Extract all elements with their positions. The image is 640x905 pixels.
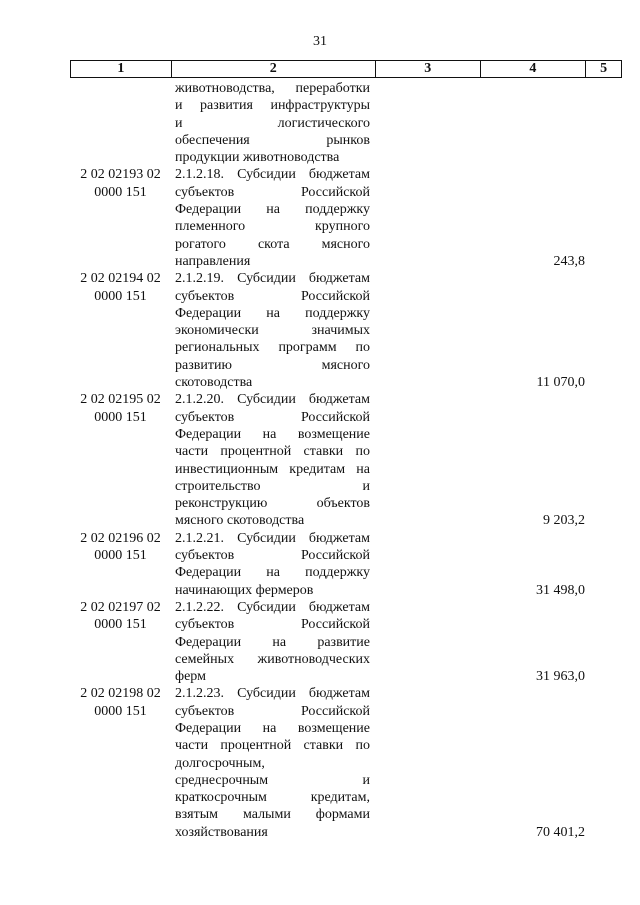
col-5-cell [587, 391, 622, 529]
table-row [70, 80, 622, 166]
description-line: краткосрочным кредитам, [175, 790, 370, 806]
amount-cell [481, 530, 587, 599]
description-line: рогатого скота мясного [175, 236, 370, 252]
description-line: среднесрочным и [175, 772, 370, 788]
amount-cell [481, 685, 587, 841]
col-5-cell [587, 270, 622, 391]
description-line: Федерации на поддержку [175, 305, 370, 321]
amount-cell [481, 80, 587, 166]
item-description [171, 80, 376, 166]
item-description [171, 270, 376, 391]
description-line: субъектов Российской [175, 617, 370, 633]
description-line: реконструкцию объектов [175, 496, 370, 512]
table-row [70, 166, 622, 270]
description-line: субъектов Российской [175, 288, 370, 304]
item-description [171, 685, 376, 841]
budget-code [70, 270, 171, 391]
header-col-4: 4 [481, 61, 587, 77]
description-line: продукции животноводства [175, 150, 340, 166]
amount-value: 243,8 [553, 253, 585, 269]
col-5-cell [587, 530, 622, 599]
amount-value: 9 203,2 [543, 513, 585, 529]
amount-cell [481, 391, 587, 529]
description-line: Федерации на возмещение [175, 426, 370, 442]
description-line: мясного скотоводства [175, 513, 305, 529]
table-row [70, 599, 622, 685]
budget-code-line: 2 02 02193 02 [80, 167, 161, 183]
header-col-3: 3 [376, 61, 481, 77]
col-3-cell [376, 685, 481, 841]
description-line: и логистического [175, 115, 370, 131]
budget-code-line: 2 02 02195 02 [80, 392, 161, 408]
budget-code [70, 685, 171, 841]
description-line: Федерации на поддержку [175, 202, 370, 218]
col-3-cell [376, 270, 481, 391]
table-header [70, 60, 622, 78]
table-row [70, 270, 622, 391]
header-col-2: 2 [172, 61, 376, 77]
description-line: Федерации на поддержку [175, 565, 370, 581]
amount-value: 31 498,0 [536, 582, 585, 598]
description-line: животноводства, переработки [175, 81, 370, 96]
description-line: 2.1.2.18. Субсидии бюджетам [175, 167, 370, 183]
description-line: 2.1.2.20. Субсидии бюджетам [175, 392, 370, 408]
amount-value: 11 070,0 [536, 375, 585, 391]
col-3-cell [376, 80, 481, 166]
description-line: Федерации на возмещение [175, 720, 370, 736]
description-line: экономически значимых [175, 323, 370, 339]
description-line: развитию мясного [175, 357, 370, 373]
budget-code-line: 2 02 02194 02 [80, 271, 161, 287]
amount-cell [481, 166, 587, 270]
budget-code-line: 0000 151 [94, 409, 147, 425]
description-line: скотоводства [175, 375, 253, 391]
budget-code-line: 0000 151 [94, 184, 147, 200]
description-line: инвестиционным кредитам на [175, 461, 370, 477]
item-description [171, 599, 376, 685]
table-row [70, 391, 622, 529]
description-line: обеспечения рынков [175, 132, 370, 148]
description-line: строительство и [175, 478, 370, 494]
description-line: региональных программ по [175, 340, 370, 356]
description-line: ферм [175, 669, 206, 685]
budget-code-line: 0000 151 [94, 617, 147, 633]
col-5-cell [587, 599, 622, 685]
col-3-cell [376, 530, 481, 599]
table-row [70, 685, 622, 841]
description-line: хозяйствования [175, 824, 268, 840]
description-line: долгосрочным, [175, 755, 265, 771]
description-line: субъектов Российской [175, 548, 370, 564]
description-line: 2.1.2.19. Субсидии бюджетам [175, 271, 370, 287]
budget-code-line: 2 02 02198 02 [80, 686, 161, 702]
budget-code [70, 391, 171, 529]
description-line: субъектов Российской [175, 703, 370, 719]
description-line: 2.1.2.22. Субсидии бюджетам [175, 599, 370, 615]
budget-code-line: 0000 151 [94, 548, 147, 564]
amount-value: 31 963,0 [536, 669, 585, 685]
col-5-cell [587, 166, 622, 270]
description-line: Федерации на развитие [175, 634, 370, 650]
budget-code [70, 166, 171, 270]
col-3-cell [376, 166, 481, 270]
description-line: начинающих фермеров [175, 582, 314, 598]
item-description [171, 391, 376, 529]
budget-code-line: 2 02 02196 02 [80, 530, 161, 546]
page-number: 31 [313, 34, 327, 49]
description-line: и развития инфраструктуры [175, 98, 370, 114]
header-col-5: 5 [600, 61, 608, 76]
col-3-cell [376, 599, 481, 685]
table-body [70, 80, 622, 841]
description-line: 2.1.2.23. Субсидии бюджетам [175, 686, 370, 702]
col-5-cell [587, 80, 622, 166]
budget-code-line: 0000 151 [94, 288, 147, 304]
item-description [171, 530, 376, 599]
description-line: взятым малыми формами [175, 807, 370, 823]
budget-code [70, 599, 171, 685]
budget-code [70, 530, 171, 599]
amount-value: 70 401,2 [536, 824, 585, 840]
item-description [171, 166, 376, 270]
table-row [70, 530, 622, 599]
description-line: субъектов Российской [175, 184, 370, 200]
col-3-cell [376, 391, 481, 529]
budget-code-line: 2 02 02197 02 [80, 599, 161, 615]
col-5-cell [587, 685, 622, 841]
description-line: направления [175, 253, 251, 269]
description-line: племенного крупного [175, 219, 370, 235]
description-line: семейных животноводческих [175, 651, 370, 667]
description-line: 2.1.2.21. Субсидии бюджетам [175, 530, 370, 546]
description-line: субъектов Российской [175, 409, 370, 425]
header-col-1: 1 [71, 61, 172, 77]
amount-cell [481, 270, 587, 391]
amount-cell [481, 599, 587, 685]
description-line: части процентной ставки по [175, 444, 370, 460]
budget-code-line: 0000 151 [94, 703, 147, 719]
budget-code [70, 80, 171, 166]
description-line: части процентной ставки по [175, 738, 370, 754]
